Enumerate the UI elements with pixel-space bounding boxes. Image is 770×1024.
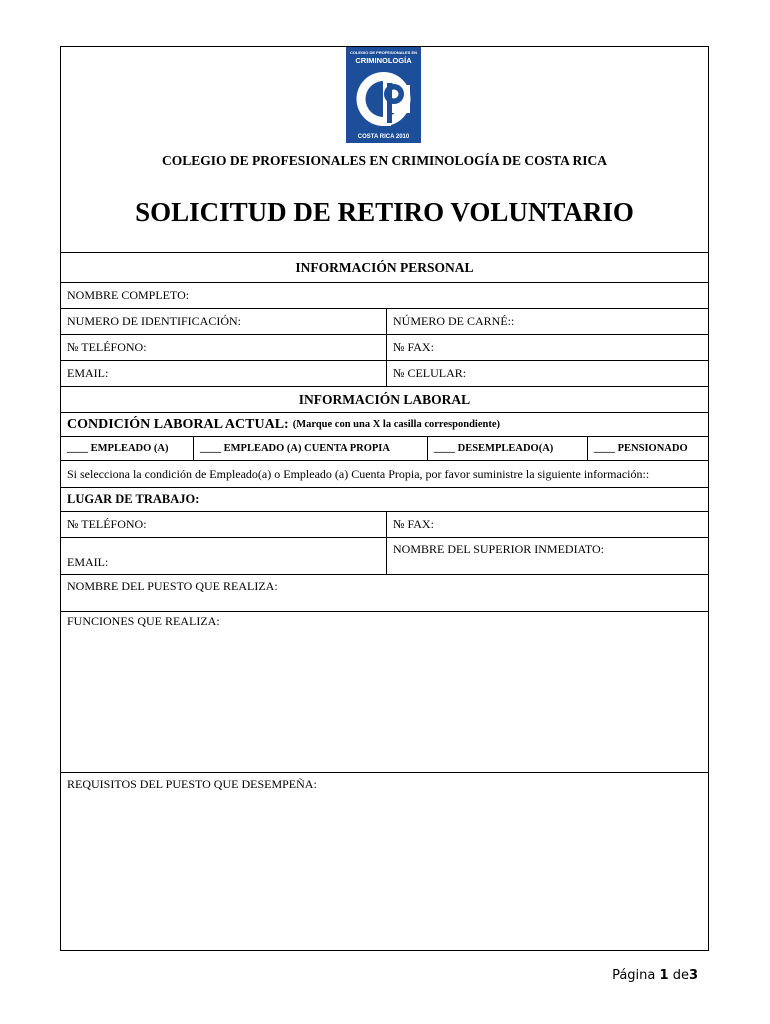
laboral-telefono-row (61, 511, 708, 537)
personal-heading: INFORMACIÓN PERSONAL (295, 259, 474, 275)
laboral-heading: INFORMACIÓN LABORAL (298, 391, 471, 407)
requisitos-field[interactable]: REQUISITOS DEL PUESTO QUE DESEMPEÑA: (67, 777, 317, 791)
identificacion-row (61, 308, 708, 334)
puesto-field[interactable]: NOMBRE DEL PUESTO QUE REALIZA: (67, 579, 278, 593)
requisitos-row (61, 772, 708, 950)
telefono-field[interactable]: № TELÉFONO: (67, 340, 147, 354)
page-current: 1 (659, 968, 669, 983)
nombre-row (61, 282, 708, 308)
identificacion-field[interactable]: NUMERO DE IDENTIFICACIÓN: (67, 314, 241, 328)
page-footer (612, 968, 698, 983)
college-logo (346, 47, 421, 143)
logo-text-name: CRIMINOLOGÍA (355, 56, 412, 65)
condicion-label (61, 413, 708, 436)
form-title: SOLICITUD DE RETIRO VOLUNTARIO (135, 197, 634, 227)
laboral-fax-field[interactable]: № FAX: (386, 512, 710, 537)
email-row (61, 360, 708, 386)
personal-heading-row (61, 252, 708, 282)
form-container (60, 46, 709, 951)
condicion-title: CONDICIÓN LABORAL ACTUAL: (67, 416, 289, 432)
nombre-field[interactable]: NOMBRE COMPLETO: (67, 288, 190, 302)
funciones-field[interactable]: FUNCIONES QUE REALIZA: (67, 614, 220, 628)
instruccion-row (61, 460, 708, 487)
laboral-email-field[interactable]: EMAIL: (67, 555, 109, 569)
lugar-field[interactable]: LUGAR DE TRABAJO: (67, 492, 200, 506)
condicion-row (61, 412, 708, 436)
telefono-row (61, 334, 708, 360)
laboral-email-row (61, 537, 708, 574)
condicion-note: (Marque con una X la casilla correspondiente) (292, 419, 500, 430)
option-desempleado[interactable]: ____ DESEMPLEADO(A) (427, 437, 587, 460)
logo-text-bottom: COSTA RICA 2010 (357, 134, 410, 140)
options-row (61, 436, 708, 460)
lugar-row (61, 487, 708, 511)
funciones-row (61, 611, 708, 772)
laboral-telefono-field[interactable]: № TELÉFONO: (67, 517, 147, 531)
celular-field[interactable]: № CELULAR: (386, 361, 710, 386)
option-empleado[interactable]: ____ EMPLEADO (A) (67, 443, 169, 454)
page-word: Página (612, 968, 656, 983)
page-of: de (672, 968, 689, 983)
page-total: 3 (688, 968, 698, 983)
instruccion-text: Si selecciona la condición de Empleado(a) o Empleado (a) Cuenta Propia, por favor suministre la siguiente información:: (67, 466, 650, 481)
fax-field[interactable]: № FAX: (386, 335, 710, 360)
laboral-heading-row (61, 386, 708, 412)
organization-name: COLEGIO DE PROFESIONALES EN CRIMINOLOGÍA DE COSTA RICA (162, 153, 607, 168)
form-header (61, 47, 708, 252)
option-pensionado[interactable]: ____ PENSIONADO (587, 437, 710, 460)
puesto-row (61, 574, 708, 611)
superior-field[interactable]: NOMBRE DEL SUPERIOR INMEDIATO: (386, 538, 710, 574)
logo-text-top: COLEGIO DE PROFESIONALES EN (349, 50, 418, 55)
email-field[interactable]: EMAIL: (67, 366, 109, 380)
option-cuenta-propia[interactable]: ____ EMPLEADO (A) CUENTA PROPIA (193, 437, 427, 460)
carne-field[interactable]: NÚMERO DE CARNÉ:: (386, 309, 710, 334)
